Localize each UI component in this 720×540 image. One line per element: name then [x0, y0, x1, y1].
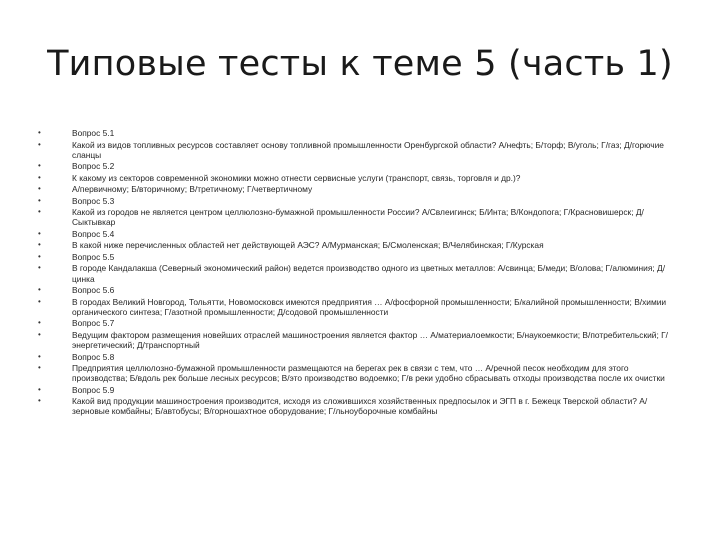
list-item	[36, 363, 676, 383]
list-item-text: Вопрос 5.6	[72, 285, 115, 296]
bullet-icon: •	[38, 161, 41, 171]
list-item-text: В городе Кандалакша (Северный экономический район) ведется производство одного из цветных металлов: А/свинца; Б/меди; В/олова; Г/алюминия; Д/цинка	[72, 263, 666, 284]
bullet-icon: •	[38, 128, 41, 137]
list-item	[36, 207, 676, 227]
bullet-icon: •	[38, 184, 41, 194]
list-item	[36, 385, 676, 395]
list-item-text: Вопрос 5.8	[72, 351, 115, 362]
list-item	[36, 240, 676, 250]
list-item-text: В какой ниже перечисленных областей нет действующей АЭС? А/Мурманская; Б/Смоленская; В/Челябинская; Г/Курская	[72, 240, 544, 251]
bullet-icon: •	[38, 172, 41, 182]
list-item-text: А/первичному; Б/вторичному; В/третичному; Г/четвертичному	[72, 184, 313, 195]
list-item-text: Вопрос 5.7	[72, 318, 115, 329]
list-item	[36, 196, 676, 206]
bullet-icon: •	[38, 296, 41, 306]
list-item-text: Вопрос 5.4	[72, 228, 115, 239]
list-item-text: К какому из секторов современной экономики можно отнести сервисные услуги (транспорт, связь, торговля и др.)?	[72, 172, 521, 183]
bullet-icon: •	[38, 263, 41, 273]
list-item	[36, 297, 676, 317]
list-item-text: В городах Великий Новгород, Тольятти, Новомосковск имеются предприятия … А/фосфорной промышленности; Б/калийной промышленности; В/химии органического синтеза; Г/азотной промышленности; Д/содовой промышленности	[72, 296, 667, 317]
list-item-text: Вопрос 5.3	[72, 195, 115, 206]
list-item-text: Вопрос 5.2	[72, 161, 115, 172]
bullet-icon: •	[38, 228, 41, 238]
list-item-text: Вопрос 5.1	[72, 128, 115, 138]
list-item	[36, 318, 676, 328]
list-item	[36, 161, 676, 171]
question-list	[36, 128, 676, 418]
list-item	[36, 128, 676, 138]
list-item-text: Какой вид продукции машиностроения производится, исходя из сложившихся хозяйственных предпосылок и ЭГП в г. Бежецк Тверской области? А/зерновые комбайны; Б/автобусы; В/горношахтное оборудование; Г/льноуборочные комбайны	[72, 396, 648, 417]
bullet-icon: •	[38, 285, 41, 295]
slide-title: Типовые тесты к теме 5 (часть 1)	[47, 44, 673, 84]
list-item	[36, 184, 676, 194]
list-item	[36, 285, 676, 295]
list-item-text: Какой из видов топливных ресурсов составляет основу топливной промышленности Оренбургской области? А/нефть; Б/торф; В/уголь; Г/газ; Д/горючие сланцы	[72, 139, 664, 160]
list-item	[36, 352, 676, 362]
list-item	[36, 252, 676, 262]
list-item	[36, 396, 676, 416]
list-item-text: Предприятия целлюлозно-бумажной промышленности размещаются на берегах рек в связи с тем, что … А/речной песок необходим для этого производства; Б/вдоль рек больше лесных ресурсов; В/это производство водоемко; Г/в реки удобно сбрасывать отходы производства после их очистки	[72, 363, 665, 384]
bullet-icon: •	[38, 318, 41, 328]
list-item	[36, 229, 676, 239]
list-item-text: Вопрос 5.5	[72, 251, 115, 262]
list-item	[36, 140, 676, 160]
list-item	[36, 330, 676, 350]
list-item-text: Какой из городов не является центром целлюлозно-бумажной промышленности России? А/Свлеигинск; Б/Инта; В/Кондопога; Г/Красновишерск; Д/Сыктывкар	[72, 207, 644, 228]
bullet-icon: •	[38, 139, 41, 149]
bullet-icon: •	[38, 240, 41, 250]
bullet-icon: •	[38, 195, 41, 205]
bullet-icon: •	[38, 251, 41, 261]
list-item-text: Вопрос 5.9	[72, 384, 115, 395]
list-item	[36, 263, 676, 283]
bullet-icon: •	[38, 396, 41, 406]
bullet-icon: •	[38, 384, 41, 394]
bullet-icon: •	[38, 363, 41, 373]
list-item-text: Ведущим фактором размещения новейших отраслей машиностроения является фактор … А/материалоемкости; Б/наукоемкости; В/потребительский; Г/энергетический; Д/транспортный	[72, 329, 668, 351]
bullet-icon: •	[38, 351, 41, 361]
bullet-icon: •	[38, 207, 41, 217]
list-item	[36, 173, 676, 183]
bullet-icon: •	[38, 329, 41, 339]
